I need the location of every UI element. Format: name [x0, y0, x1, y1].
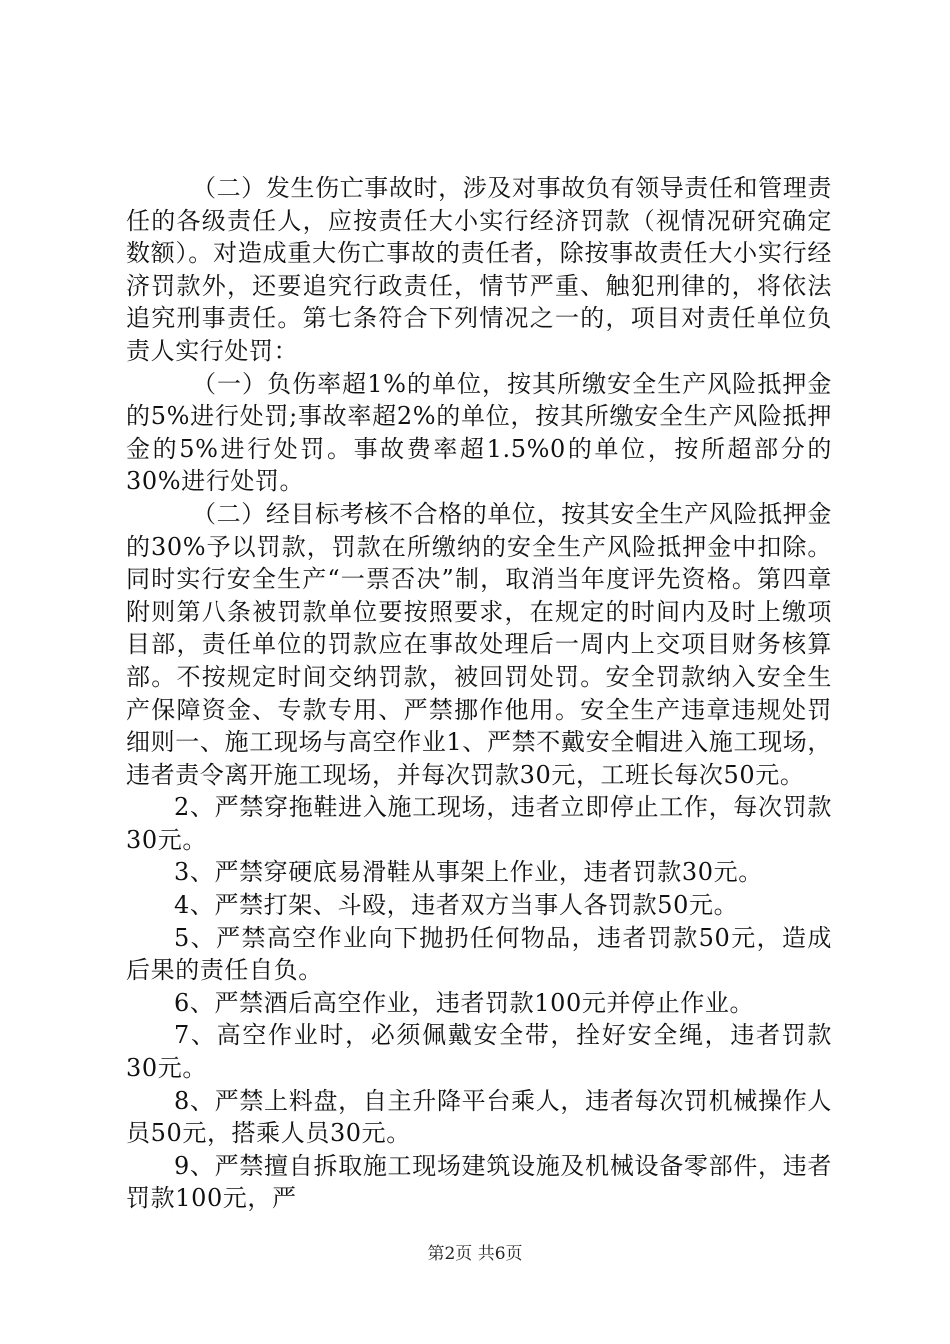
rule-item-3: 3、严禁穿硬底易滑鞋从事架上作业，违者罚款30元。 — [174, 858, 763, 887]
rule-item-9: 9、严禁擅自拆取施工现场建筑设施及机械设备零部件，违者罚款100元，严 — [126, 1151, 832, 1213]
rule-item-4: 4、严禁打架、斗殴，违者双方当事人各罚款50元。 — [174, 891, 739, 920]
rule-item-2: 2、严禁穿拖鞋进入施工现场，违者立即停止工作，每次罚款30元。 — [126, 793, 832, 854]
rule-item-5: 5、严禁高空作业向下抛扔任何物品，违者罚款50元，造成后果的责任自负。 — [126, 923, 832, 985]
rule-item-8: 8、严禁上料盘，自主升降平台乘人，违者每次罚机械操作人员50元，搭乘人员30元。 — [126, 1086, 832, 1148]
document-body — [126, 172, 832, 1215]
paragraph-injury-rate-penalty: （一）负伤率超1%的单位，按其所缴安全生产风险抵押金的5%进行处罚;事故率超2%的单位，按其所缴安全生产风险抵押金的5%进行处罚。事故费率超1.5%0的单位，按所超部分的30%进行处罚。 — [126, 369, 832, 496]
rule-item-6: 6、严禁酒后高空作业，违者罚款100元并停止作业。 — [174, 988, 755, 1017]
rule-item-7: 7、高空作业时，必须佩戴安全带，拴好安全绳，违者罚款30元。 — [126, 1021, 832, 1083]
page-number-footer: 第2页 共6页 — [427, 1244, 523, 1264]
paragraph-accident-liability: （二）发生伤亡事故时，涉及对事故负有领导责任和管理责任的各级责任人，应按责任大小实行经济罚款（视情况研究确定数额）。对造成重大伤亡事故的责任者，除按事故责任大小实行经济罚款外，还要追究行政责任，情节严重、触犯刑律的，将依法追究刑事责任。第七条符合下列情况之一的，项目对责任单位负责人实行处罚： — [126, 174, 832, 365]
paragraph-assessment-penalty: （二）经目标考核不合格的单位，按其安全生产风险抵押金的30%予以罚款，罚款在所缴纳的安全生产风险抵押金中扣除。同时实行安全生产“一票否决”制，取消当年度评先资格。第四章附则第八条被罚款单位要按照要求，在规定的时间内及时上缴项目部，责任单位的罚款应在事故处理后一周内上交项目财务核算部。不按规定时间交纳罚款，被回罚处罚。安全罚款纳入安全生产保障资金、专款专用、严禁挪作他用。安全生产违章违规处罚细则一、施工现场与高空作业1、严禁不戴安全帽进入施工现场，违者责令离开施工现场，并每次罚款30元，工班长每次50元。 — [126, 499, 832, 789]
